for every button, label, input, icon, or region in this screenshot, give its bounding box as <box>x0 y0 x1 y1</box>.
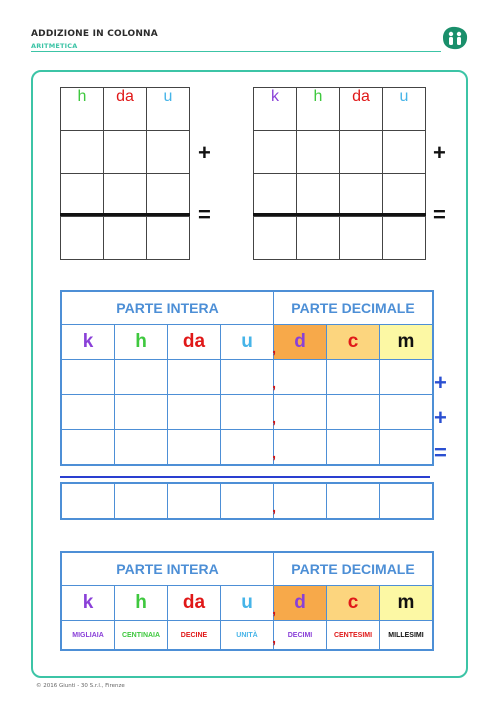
plus-sign-row-2: + <box>434 405 447 430</box>
grid-cell[interactable] <box>383 217 426 260</box>
equals-sign-row: = <box>434 440 447 465</box>
table-cell[interactable] <box>61 360 115 395</box>
name-decine: DECINE <box>168 621 221 651</box>
grid-cell[interactable] <box>61 217 104 260</box>
grid-cell[interactable] <box>383 174 426 217</box>
decimal-comma: , <box>272 375 276 391</box>
table-cell[interactable] <box>61 430 115 466</box>
page-subtitle: ARITMETICA <box>31 42 78 50</box>
place-value-names-table <box>60 551 434 651</box>
grid-cell[interactable] <box>147 131 190 174</box>
grid-cell[interactable] <box>297 174 340 217</box>
header-divider <box>31 51 441 52</box>
letter-c: c <box>327 586 380 621</box>
letter-m: m <box>380 586 434 621</box>
result-cell[interactable] <box>221 483 274 519</box>
letter-d: d <box>274 586 327 621</box>
plus-sign-right: + <box>433 140 446 165</box>
result-cell[interactable] <box>380 483 434 519</box>
grid-cell[interactable] <box>61 131 104 174</box>
grid-cell[interactable] <box>383 131 426 174</box>
grid-header-u: u <box>383 88 426 131</box>
letter-k: k <box>61 586 115 621</box>
table-cell[interactable] <box>221 360 274 395</box>
letter-u-text: u <box>241 592 253 613</box>
name-unita <box>221 621 274 651</box>
grid-cell[interactable] <box>147 174 190 217</box>
table-cell[interactable] <box>274 430 327 466</box>
decimal-comma: , <box>272 340 276 356</box>
decimal-comma: , <box>272 410 276 426</box>
grid-cell[interactable] <box>254 131 297 174</box>
letter-h: h <box>115 325 168 360</box>
grid-header-u: u <box>147 88 190 131</box>
name-unita-text: UNITÀ <box>236 631 258 639</box>
result-cell[interactable] <box>327 483 380 519</box>
table-cell[interactable] <box>168 430 221 466</box>
name-centinaia: CENTINAIA <box>115 621 168 651</box>
plus-sign-row-1: + <box>434 370 447 395</box>
grid-cell[interactable] <box>340 131 383 174</box>
table-cell[interactable] <box>168 395 221 430</box>
table-cell[interactable] <box>327 430 380 466</box>
letter-c: c <box>327 325 380 360</box>
decimal-result-row <box>60 482 434 520</box>
page-title: ADDIZIONE IN COLONNA <box>31 29 158 39</box>
grid-cell[interactable] <box>147 217 190 260</box>
result-separator-line <box>60 476 430 478</box>
decimal-comma: , <box>272 630 276 646</box>
name-centesimi: CENTESIMI <box>327 621 380 651</box>
grid-cell[interactable] <box>104 217 147 260</box>
letter-h: h <box>115 586 168 621</box>
table-cell[interactable] <box>380 395 434 430</box>
table-cell[interactable] <box>274 395 327 430</box>
grid-header-da: da <box>340 88 383 131</box>
grid-cell[interactable] <box>254 217 297 260</box>
table-cell[interactable] <box>380 360 434 395</box>
letter-m: m <box>380 325 434 360</box>
name-decimi: DECIMI <box>274 621 327 651</box>
equals-sign-right: = <box>433 202 446 227</box>
part-integer-header: PARTE INTERA <box>61 552 274 586</box>
name-migliaia: MIGLIAIA <box>61 621 115 651</box>
grid-cell[interactable] <box>104 131 147 174</box>
grid-header-h: h <box>297 88 340 131</box>
part-decimal-header: PARTE DECIMALE <box>274 291 434 325</box>
result-cell[interactable] <box>168 483 221 519</box>
grid-cell[interactable] <box>61 174 104 217</box>
addition-grid-left <box>60 87 190 260</box>
equals-sign-left: = <box>198 202 211 227</box>
addition-grid-right <box>253 87 426 260</box>
name-millesimi: MILLESIMI <box>380 621 434 651</box>
result-cell[interactable] <box>274 483 327 519</box>
table-cell[interactable] <box>168 360 221 395</box>
copyright-footer: © 2016 Giunti - 30 S.r.l., Firenze <box>36 683 125 689</box>
table-cell[interactable] <box>221 395 274 430</box>
decimal-addition-table <box>60 290 434 466</box>
table-cell[interactable] <box>274 360 327 395</box>
sum-line-right <box>253 213 426 216</box>
letter-d: d <box>274 325 327 360</box>
table-cell[interactable] <box>327 360 380 395</box>
table-cell[interactable] <box>115 395 168 430</box>
grid-cell[interactable] <box>104 174 147 217</box>
letter-k: k <box>61 325 115 360</box>
plus-sign-left: + <box>198 140 211 165</box>
table-cell[interactable] <box>221 430 274 466</box>
letter-u <box>221 325 274 360</box>
result-cell[interactable] <box>61 483 115 519</box>
result-cell[interactable] <box>115 483 168 519</box>
grid-header-h: h <box>61 88 104 131</box>
part-decimal-header: PARTE DECIMALE <box>274 552 434 586</box>
table-cell[interactable] <box>380 430 434 466</box>
sum-line-left <box>60 213 190 216</box>
table-cell[interactable] <box>115 430 168 466</box>
letter-da: da <box>168 325 221 360</box>
grid-header-da: da <box>104 88 147 131</box>
grid-cell[interactable] <box>297 131 340 174</box>
grid-cell[interactable] <box>340 217 383 260</box>
decimal-comma: , <box>272 499 276 515</box>
decimal-comma: , <box>272 601 276 617</box>
table-cell[interactable] <box>61 395 115 430</box>
letter-da: da <box>168 586 221 621</box>
decimal-comma: , <box>272 445 276 461</box>
part-integer-header: PARTE INTERA <box>61 291 274 325</box>
table-cell[interactable] <box>327 395 380 430</box>
grid-cell[interactable] <box>254 174 297 217</box>
letter-u <box>221 586 274 621</box>
letter-u-text: u <box>241 331 253 352</box>
table-cell[interactable] <box>115 360 168 395</box>
publisher-logo-icon <box>440 25 470 51</box>
grid-cell[interactable] <box>340 174 383 217</box>
grid-cell[interactable] <box>297 217 340 260</box>
grid-header-k: k <box>254 88 297 131</box>
